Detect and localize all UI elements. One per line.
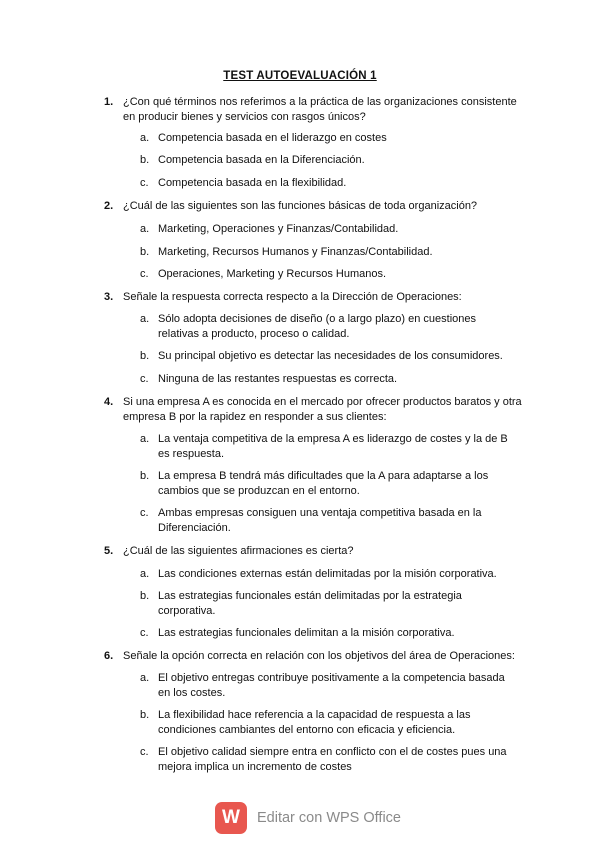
option-letter: a.: [140, 132, 150, 144]
question-text: ¿Cuál de las siguientes afirmaciones es cierta?: [123, 545, 354, 557]
question-1: [104, 95, 524, 125]
option-letter: a.: [140, 313, 150, 325]
option-letter: b.: [140, 590, 150, 602]
option-text: Sólo adopta decisiones de diseño (o a largo plazo) en cuestiones relativas a producto, proceso o calidad.: [158, 313, 476, 340]
question-text: Señale la respuesta correcta respecto a la Dirección de Operaciones:: [123, 291, 462, 303]
option-text: Las estrategias funcionales delimitan a la misión corporativa.: [158, 627, 455, 639]
question-text: Si una empresa A es conocida en el mercado por ofrecer productos baratos y otra empresa B por la rapidez en responder a sus clientes:: [123, 396, 522, 423]
option-letter: c.: [140, 627, 149, 639]
option-letter: b.: [140, 154, 150, 166]
option-text: El objetivo entregas contribuye positivamente a la competencia basada en los costes.: [158, 672, 505, 699]
option-3a: [140, 312, 510, 342]
option-5c: [140, 626, 510, 641]
option-1a: [140, 131, 510, 146]
wps-edit-banner[interactable]: [215, 802, 401, 834]
option-2c: [140, 267, 510, 282]
option-letter: a.: [140, 433, 150, 445]
question-number: 3.: [104, 291, 114, 303]
option-text: La ventaja competitiva de la empresa A es liderazgo de costes y la de B es respuesta.: [158, 433, 508, 460]
question-2: [104, 199, 524, 214]
option-1c: [140, 176, 510, 191]
option-4c: [140, 506, 510, 536]
option-letter: a.: [140, 672, 150, 684]
question-number: 1.: [104, 96, 114, 108]
option-4b: [140, 469, 510, 499]
option-letter: a.: [140, 568, 150, 580]
question-6: [104, 649, 524, 664]
option-text: Competencia basada en la flexibilidad.: [158, 177, 347, 189]
option-2b: [140, 245, 510, 260]
option-text: Las condiciones externas están delimitadas por la misión corporativa.: [158, 568, 497, 580]
option-letter: b.: [140, 350, 150, 362]
option-6a: [140, 671, 510, 701]
option-letter: c.: [140, 507, 149, 519]
option-letter: c.: [140, 373, 149, 385]
page-title: TEST AUTOEVALUACIÓN 1: [223, 70, 377, 82]
option-letter: b.: [140, 246, 150, 258]
wps-logo-icon: W: [215, 802, 247, 834]
option-text: Competencia basada en la Diferenciación.: [158, 154, 365, 166]
question-5: [104, 544, 524, 559]
option-text: Ninguna de las restantes respuestas es correcta.: [158, 373, 398, 385]
option-4a: [140, 432, 510, 462]
option-text: Marketing, Recursos Humanos y Finanzas/Contabilidad.: [158, 246, 433, 258]
option-letter: b.: [140, 470, 150, 482]
option-1b: [140, 153, 510, 168]
option-letter: c.: [140, 177, 149, 189]
option-text: Ambas empresas consiguen una ventaja competitiva basada en la Diferenciación.: [158, 507, 482, 534]
question-text: ¿Cuál de las siguientes son las funciones básicas de toda organización?: [123, 200, 478, 212]
option-letter: c.: [140, 268, 149, 280]
option-text: Las estrategias funcionales están delimitadas por la estrategia corporativa.: [158, 590, 462, 617]
question-number: 4.: [104, 396, 114, 408]
question-number: 2.: [104, 200, 114, 212]
option-text: Su principal objetivo es detectar las necesidades de los consumidores.: [158, 350, 503, 362]
option-text: La flexibilidad hace referencia a la capacidad de respuesta a las condiciones cambiantes del entorno con eficacia y eficiencia.: [158, 709, 471, 736]
question-3: [104, 290, 524, 305]
option-3b: [140, 349, 510, 364]
option-text: La empresa B tendrá más dificultades que la A para adaptarse a los cambios que se produzcan en el entorno.: [158, 470, 489, 497]
option-5a: [140, 567, 510, 582]
option-5b: [140, 589, 510, 619]
question-text: Señale la opción correcta en relación con los objetivos del área de Operaciones:: [123, 650, 515, 662]
option-letter: b.: [140, 709, 150, 721]
option-text: Marketing, Operaciones y Finanzas/Contabilidad.: [158, 223, 399, 235]
option-text: Operaciones, Marketing y Recursos Humanos.: [158, 268, 387, 280]
question-number: 5.: [104, 545, 114, 557]
wps-edit-text: Editar con WPS Office: [257, 810, 401, 826]
option-2a: [140, 222, 510, 237]
option-text: Competencia basada en el liderazgo en costes: [158, 132, 387, 144]
option-letter: a.: [140, 223, 150, 235]
question-text: ¿Con qué términos nos referimos a la práctica de las organizaciones consistente en producir bienes y servicios con rasgos únicos?: [123, 96, 517, 123]
question-number: 6.: [104, 650, 114, 662]
option-6b: [140, 708, 510, 738]
option-3c: [140, 372, 510, 387]
option-text: El objetivo calidad siempre entra en conflicto con el de costes pues una mejora implica un incremento de costes: [158, 746, 507, 773]
option-6c: [140, 745, 510, 775]
option-letter: c.: [140, 746, 149, 758]
question-4: [104, 395, 524, 425]
